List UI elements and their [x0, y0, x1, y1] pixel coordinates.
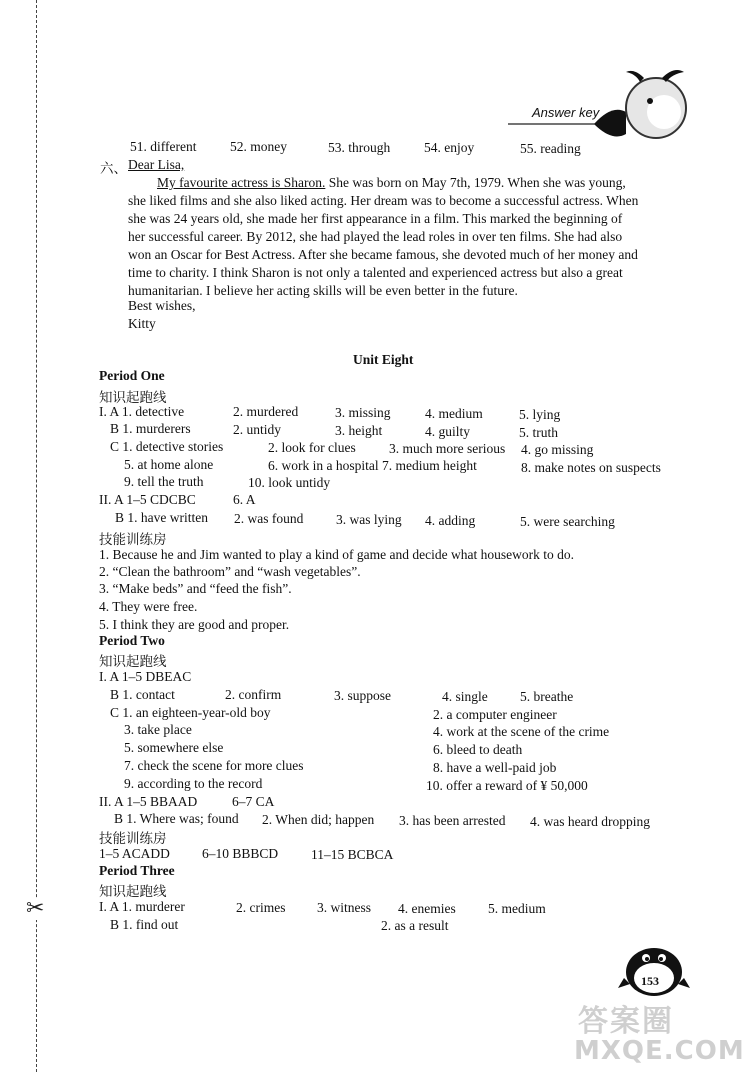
unit-title: Unit Eight — [353, 352, 414, 367]
p2-IC-7: 7. check the scene for more clues — [124, 758, 304, 773]
p2-skill-3: 11–15 BCBCA — [311, 847, 394, 862]
p2-IIB-4: 4. was heard dropping — [530, 814, 650, 829]
p2-IA: I. A 1–5 DBEAC — [99, 669, 192, 684]
p2-IB-2: 2. confirm — [225, 687, 282, 702]
p1-IC-2: 2. look for clues — [268, 440, 356, 455]
p3-IA-3: 3. witness — [317, 900, 371, 915]
p2-skill-2: 6–10 BBBCD — [202, 846, 279, 861]
p3-IA-1: I. A 1. murderer — [99, 899, 185, 914]
p1-IIB-4: 4. adding — [425, 513, 476, 528]
p1-IIA-1: II. A 1–5 CDCBC — [99, 492, 196, 507]
p1-IC-9: 9. tell the truth — [124, 474, 204, 489]
answer-53: 53. through — [328, 140, 391, 155]
p2-IB-1: B 1. contact — [110, 687, 175, 702]
p1-skill-3: 3. “Make beds” and “feed the fish”. — [99, 581, 292, 596]
p1-IIA-2: 6. A — [233, 492, 256, 507]
letter-first-sentence: My favourite actress is Sharon. — [157, 175, 326, 190]
p1-skill-1: 1. Because he and Jim wanted to play a kind of game and decide what housework to do. — [99, 547, 574, 562]
p1-IB-5: 5. truth — [519, 425, 558, 440]
p3-IB-2: 2. as a result — [381, 918, 449, 933]
p1-IIB-2: 2. was found — [234, 511, 304, 526]
p2-IC-9: 9. according to the record — [124, 776, 263, 791]
p2-IC-1: C 1. an eighteen-year-old boy — [110, 705, 271, 720]
letter-line-2: she liked films and she also liked acting. Her dream was to become a successful actress. When — [128, 193, 639, 208]
p1-IB-1: B 1. murderers — [110, 421, 191, 436]
letter-closing: Best wishes, — [128, 298, 196, 313]
p2-IIA-1: II. A 1–5 BBAAD — [99, 794, 198, 809]
p3-IA-2: 2. crimes — [236, 900, 286, 915]
p1-IC-4: 4. go missing — [521, 442, 594, 457]
p2-IIB-1: B 1. Where was; found — [114, 811, 239, 826]
p3-IA-5: 5. medium — [488, 901, 546, 916]
period-two-sub1: 知识起跑线 — [99, 654, 167, 669]
p1-IC-5: 5. at home alone — [124, 457, 214, 472]
letter-line-1-rest: She was born on May 7th, 1979. When she was young, — [325, 175, 626, 190]
p2-IC-10: 10. offer a reward of ¥ 50,000 — [426, 778, 588, 793]
p1-IC-8: 8. make notes on suspects — [521, 460, 661, 475]
p2-IIB-2: 2. When did; happen — [262, 812, 375, 827]
p1-IB-4: 4. guilty — [425, 424, 471, 439]
p1-IA-1: I. A 1. detective — [99, 404, 185, 419]
page-number-penguin-icon — [618, 938, 690, 998]
scissors-icon: ✂ — [26, 896, 45, 921]
p2-IC-8: 8. have a well-paid job — [433, 760, 557, 775]
period-three-sub1: 知识起跑线 — [99, 884, 167, 899]
page-number: 153 — [641, 974, 659, 988]
p2-IIB-3: 3. has been arrested — [399, 813, 506, 828]
period-one-sub2: 技能训练房 — [99, 532, 167, 547]
p2-skill-1: 1–5 ACADD — [99, 846, 170, 861]
answer-51: 51. different — [130, 139, 197, 154]
letter-line-3: she was 24 years old, she made her first appearance in a film. This marked the beginning of — [128, 211, 623, 226]
p2-IC-6: 6. bleed to death — [433, 742, 523, 757]
p1-IIB-3: 3. was lying — [336, 512, 402, 527]
answer-52: 52. money — [230, 139, 287, 154]
p1-IC-3: 3. much more serious — [389, 441, 506, 456]
p2-IC-3: 3. take place — [124, 722, 192, 737]
p2-IIA-2: 6–7 CA — [232, 794, 275, 809]
p1-IC-10: 10. look untidy — [248, 475, 331, 490]
letter-line-4: her successful career. By 2012, she had played the lead roles in over ten films. She had also — [128, 229, 623, 244]
p1-IA-5: 5. lying — [519, 407, 561, 422]
p2-IC-2: 2. a computer engineer — [433, 707, 557, 722]
p1-IB-3: 3. height — [335, 423, 383, 438]
period-two-heading: Period Two — [99, 633, 165, 648]
p1-skill-5: 5. I think they are good and proper. — [99, 617, 290, 632]
p2-IC-4: 4. work at the scene of the crime — [433, 724, 610, 739]
letter-greeting: Dear Lisa, — [128, 157, 185, 172]
period-one-sub1: 知识起跑线 — [99, 390, 167, 405]
answer-55: 55. reading — [520, 141, 581, 156]
p1-IA-3: 3. missing — [335, 405, 391, 420]
letter-line-1 — [157, 175, 626, 191]
p1-skill-2: 2. “Clean the bathroom” and “wash vegetables”. — [99, 564, 361, 579]
p1-IC-6-7: 6. work in a hospital 7. medium height — [268, 458, 477, 473]
period-two-sub2: 技能训练房 — [99, 831, 167, 846]
p2-IB-4: 4. single — [442, 689, 488, 704]
period-three-heading: Period Three — [99, 863, 175, 878]
letter-line-6: time to charity. I think Sharon is not only a talented and experienced actress but also a great — [128, 265, 623, 280]
watermark-url: MXQE.COM — [574, 1036, 745, 1066]
answer-54: 54. enjoy — [424, 140, 475, 155]
p1-IB-2: 2. untidy — [233, 422, 282, 437]
letter-line-5: won an Oscar for Best Actress. After she became famous, she devoted much of her money and — [128, 247, 638, 262]
watermark-text: 答案圈 — [578, 1004, 674, 1039]
p1-IIB-1: B 1. have written — [115, 510, 208, 525]
p1-IA-2: 2. murdered — [233, 404, 299, 419]
p1-IC-1: C 1. detective stories — [110, 439, 224, 454]
p2-IC-5: 5. somewhere else — [124, 740, 224, 755]
letter-line-7: humanitarian. I believe her acting skills will be even better in the future. — [128, 283, 518, 298]
period-one-heading: Period One — [99, 368, 165, 383]
answer-key-label: Answer key — [532, 105, 600, 120]
section-marker: 六、 — [100, 161, 127, 176]
p3-IA-4: 4. enemies — [398, 901, 456, 916]
p2-IB-3: 3. suppose — [334, 688, 391, 703]
p1-IIB-5: 5. were searching — [520, 514, 615, 529]
p1-IA-4: 4. medium — [425, 406, 483, 421]
letter-signature: Kitty — [128, 316, 156, 331]
p2-IB-5: 5. breathe — [520, 689, 574, 704]
p1-skill-4: 4. They were free. — [99, 599, 198, 614]
p3-IB-1: B 1. find out — [110, 917, 179, 932]
